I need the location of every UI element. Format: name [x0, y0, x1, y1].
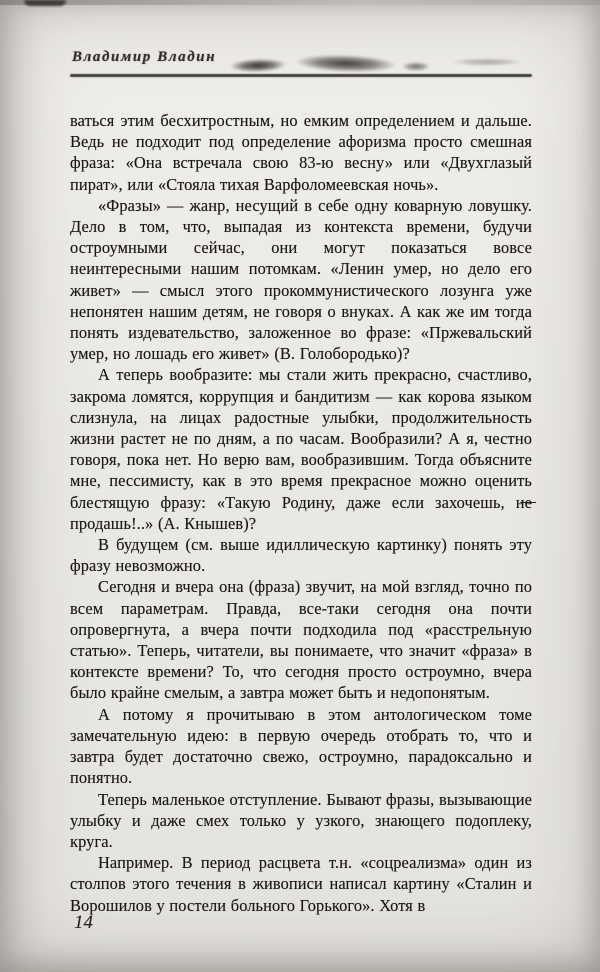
- scan-top-edge: [0, 0, 600, 5]
- running-head-author: Владимир Владин: [72, 49, 217, 65]
- paragraph: Сегодня и вчера она (фраза) звучит, на мой взгляд, точно по всем параметрам. Правда, все-таки сегодня она почти опровергнута, а вчера почти подходила под «расстрельную статью». Теперь, читатели, вы понимаете, что значит «фраза» в контексте времени? То, что сегодня просто остроумно, вчера было крайне смелым, а завтра может быть и недопонятым.: [70, 577, 532, 703]
- scan-corner-mark: [24, 0, 66, 6]
- paragraph: Теперь маленькое отступление. Бывают фразы, вызывающие улыбку и даже смех только у узкого, знающего подоплеку, круга.: [70, 789, 532, 851]
- paragraph: Например. В период расцвета т.н. «соцреализма» один из столпов этого течения в живописи написал картину «Сталин и Ворошилов у постели больного Горького». Хотя в: [70, 853, 532, 915]
- paragraph: ваться этим бесхитростным, но емким определением и дальше. Ведь не подходит под определение афоризма просто смешная фраза: «Она встречала свою 83-ю весну» или «Двухглазый пират», или «Стояла тихая Варфоломеевская ночь».: [70, 111, 532, 194]
- header-rule: [70, 74, 532, 77]
- paragraph: В будущем (см. выше идиллическую картинку) понять эту фразу невозможно.: [70, 535, 532, 576]
- paragraph: А потому я прочитываю в этом антологическом томе замечательную идею: в первую очередь отобрать то, что и завтра будет достаточно свежо, остроумно, парадоксально и понятно.: [70, 704, 532, 788]
- scan-smudge: [296, 53, 397, 73]
- page-number: 14: [74, 912, 93, 933]
- page-body: [70, 110, 532, 916]
- scan-smudge: [230, 58, 286, 73]
- scan-smudge: [452, 58, 522, 66]
- paragraph: «Фразы» — жанр, несущий в себе одну коварную ловушку. Дело в том, что, выпадая из контекста времени, будучи остроумными сейчас, они могут показаться вовсе неинтересными нашим потомкам. «Ленин умер, но дело его живет» — смысл этого прокоммунистического лозунга уже непонятен нашим детям, не говоря о внуках. А как же им тогда понять издевательство, заложенное во фразе: «Пржевальский умер, но лошадь его живет» (В. Голобородько)?: [70, 195, 532, 364]
- paragraph: А теперь вообразите: мы стали жить прекрасно, счастливо, закрома ломятся, коррупция и бандитизм — как корова языком слизнула, на лицах радостные улыбки, продолжительность жизни растет не по дням, а по часам. Вообразили? А я, честно говоря, пока нет. Но верю вам, вообразившим. Тогда объясните мне, пессимисту, как в это время прекрасное можно оценить блестящую фразу: «Такую Родину, даже если захочешь, н̶е̶ продашь!..» (А. Кнышев)?: [70, 365, 532, 533]
- scan-smudge: [402, 62, 430, 71]
